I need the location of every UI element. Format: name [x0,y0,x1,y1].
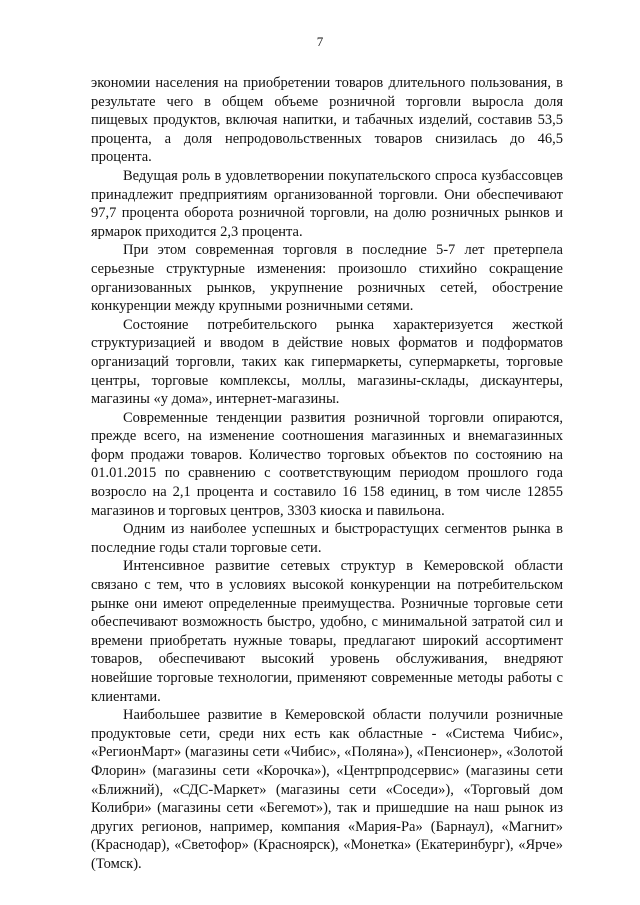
document-body [91,74,563,874]
page-number: 7 [316,34,324,49]
paragraph-retail-trends: Современные тенденции развития розничной торговли опираются, прежде всего, на изменение соотношения магазинных и внемагазинных форм продажи товаров. Количество торговых объектов по состоянию на 01.01.2015 по сравнению с соответствующим периодом прошлого года возросло на 2,1 процента и составило 16 158 единиц, в том числе 12855 магазинов и торговых центров, 3303 киоска и павильона. [91,409,563,519]
paragraph-chain-development: Интенсивное развитие сетевых структур в Кемеровской области связано с тем, что в условиях высокой конкуренции на потребительском рынке они имеют определенные преимущества. Розничные торговые сети обеспечивают возможность быстро, удобно, с минимальной затратой сил и времени приобретать нужные товары, предлагают широкий ассортимент товаров, обеспечивают высокий уровень обслуживания, внедряют новейшие торговые технологии, применяют современные методы работы с клиентами. [91,558,563,705]
paragraph-structural-changes: При этом современная торговля в последние 5-7 лет претерпела серьезные структурные изменения: произошло стихийно сокращение организованных рынков, укрупнение розничных сетей, обострение конкуренции между крупными розничными сетями. [91,242,563,315]
paragraph-grocery-chains: Наибольшее развитие в Кемеровской области получили розничные продуктовые сети, среди них есть как областные - «Система Чибис», «РегионМарт» (магазины сети «Чибис», «Поляна»), «Пенсионер», «Золотой Флорин» (магазины сети «Корочка»), «Центрпродсервис» (магазины сети «Ближний), «СДС-Маркет» (магазины сети «Соседи»), «Торговый дом Колибри» (магазины сети «Бегемот»), так и пришедшие на наш рынок из других регионов, например, компания «Мария-Ра» (Барнаул), «Магнит» (Краснодар), «Светофор» (Красноярск), «Монетка» (Екатеринбург), «Ярче» (Томск). [91,707,563,872]
paragraph-market-formats: Состояние потребительского рынка характеризуется жесткой структуризацией и вводом в действие новых форматов и подформатов организаций торговли, таких как гипермаркеты, супермаркеты, торговые центры, торговые комплексы, моллы, магазины-склады, дискаунтеры, магазины «у дома», интернет-магазины. [91,316,563,408]
paragraph-retail-chains: Одним из наиболее успешных и быстрорастущих сегментов рынка в последние годы стали торговые сети. [91,521,563,556]
paragraph-continuation: экономии населения на приобретении товаров длительного пользования, в результате чего в общем объеме розничной торговли выросла доля пищевых продуктов, включая напитки, и табачных изделий, составив 53,5 процента, а доля непродовольственных товаров снизилась до 46,5 процента. [91,75,563,166]
paragraph-organized-trade: Ведущая роль в удовлетворении покупательского спроса кузбассовцев принадлежит предприятиям организованной торговли. Они обеспечивают 97,7 процента оборота розничной торговли, на долю розничных рынков и ярмарок приходится 2,3 процента. [91,167,563,240]
